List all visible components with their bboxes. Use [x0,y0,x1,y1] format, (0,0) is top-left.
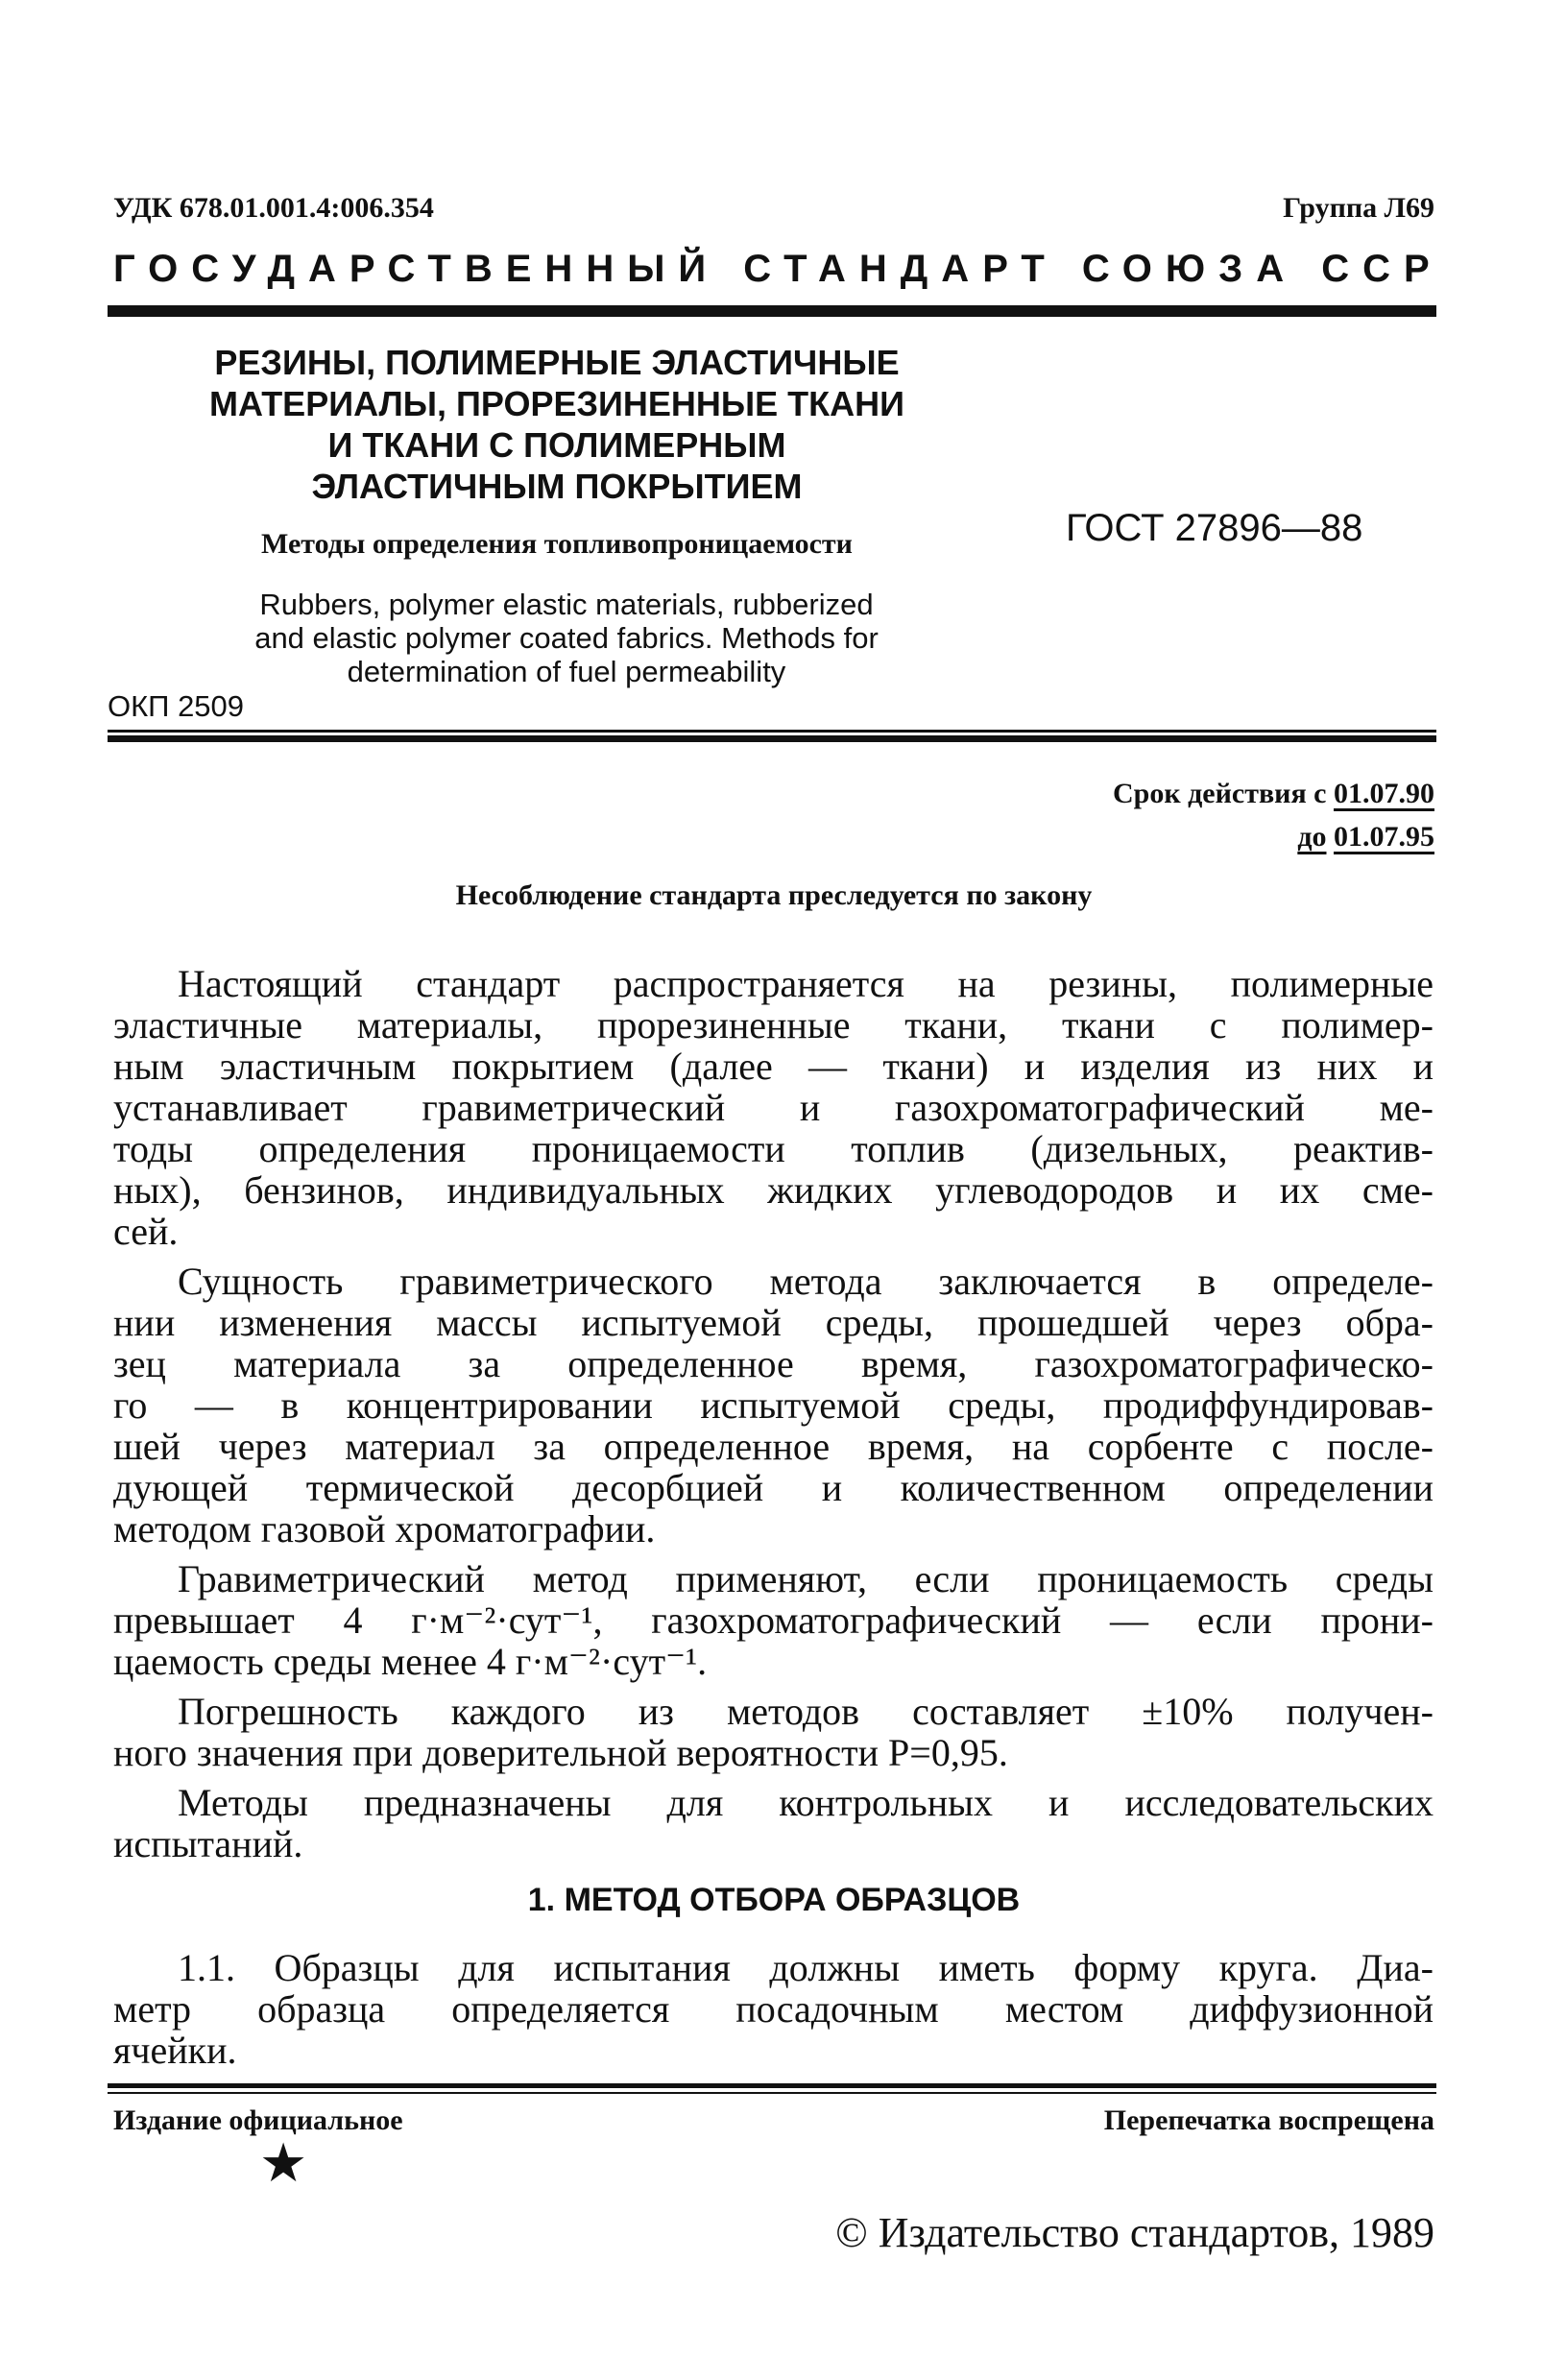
paragraph-line: Гравиметрический метод применяют, если проницаемость среды [178,1557,1434,1600]
paragraph-line: нии изменения массы испытуемой среды, прошедшей через обра- [113,1301,1434,1344]
validity-from-date: 01.07.90 [1334,778,1434,809]
title-thin-rule [108,730,1436,733]
gost-number: ГОСТ 27896—88 [1066,507,1363,549]
title-line: МАТЕРИАЛЫ, ПРОРЕЗИНЕННЫЕ ТКАНИ [209,384,904,423]
udk-code: УДК 678.01.001.4:006.354 [113,192,434,224]
top-thick-rule [108,305,1436,317]
paragraph-line: сей. [113,1210,179,1253]
paragraph-line: 1.1. Образцы для испытания должны иметь форму круга. Диа- [178,1946,1434,1989]
paragraph-line: цаемость среды менее 4 г·м⁻²·сут⁻¹. [113,1640,708,1683]
title-subtitle: Методы определения топливопроницаемости [261,528,853,560]
paragraph-line: устанавливает гравиметрический и газохроматографический ме- [113,1086,1434,1129]
group-code: Группа Л69 [1283,192,1434,224]
official-edition: Издание официальное [113,2104,403,2136]
star-icon: ★ [259,2134,308,2194]
paragraph-line: ячейки. [113,2029,237,2072]
title-line: И ТКАНИ С ПОЛИМЕРНЫМ [327,425,786,465]
validity-from [1113,778,1434,810]
paragraph-line: Погрешность каждого из методов составляет ±10% получен- [178,1690,1434,1733]
paragraph-line: Методы предназначены для контрольных и исследовательских [178,1781,1434,1824]
paragraph-line: тоды определения проницаемости топлив (дизельных, реактив- [113,1127,1434,1170]
paragraph-line: Настоящий стандарт распространяется на резины, полимерные [178,962,1434,1005]
title-line: ЭЛАСТИЧНЫМ ПОКРЫТИЕМ [311,467,803,506]
footer-thin-rule [108,2092,1436,2094]
legal-warning: Несоблюдение стандарта преследуется по закону [455,879,1093,911]
state-standard-banner: ГОСУДАРСТВЕННЫЙ СТАНДАРТ СОЮЗА ССР [113,248,1443,290]
paragraph-line: метр образца определяется посадочным местом диффузионной [113,1987,1434,2031]
paragraph-line: Сущность гравиметрического метода заключается в определе- [178,1260,1434,1303]
validity-to-label: до [1297,821,1327,853]
validity-to [1297,821,1434,853]
english-title [173,588,960,688]
paragraph-line: го — в концентрировании испытуемой среды, продиффундировав- [113,1383,1434,1427]
paragraph-line: эластичные материалы, прорезиненные ткани, ткани с полимер- [113,1003,1434,1046]
paragraph-line: шей через материал за определенное время, на сорбенте с после- [113,1425,1434,1468]
title-thick-rule [108,735,1436,742]
paragraph-line: дующей термической десорбцией и количественном определении [113,1466,1434,1509]
validity-from-label: Срок действия с [1113,778,1327,809]
paragraph-line: превышает 4 г·м⁻²·сут⁻¹, газохроматографический — если прони- [113,1599,1434,1642]
validity-to-date: 01.07.95 [1334,821,1434,853]
paragraph-line: ных), бензинов, индивидуальных жидких углеводородов и их сме- [113,1168,1434,1212]
english-title-line: determination of fuel permeability [347,655,786,688]
paragraph-line: ного значения при доверительной вероятности P=0,95. [113,1731,1008,1774]
title-line: РЕЗИНЫ, ПОЛИМЕРНЫЕ ЭЛАСТИЧНЫЕ [214,343,900,382]
section-heading: 1. МЕТОД ОТБОРА ОБРАЗЦОВ [527,1882,1021,1918]
english-title-line: Rubbers, polymer elastic materials, rubberized [259,588,874,621]
paragraph-line: испытаний. [113,1822,303,1865]
english-title-line: and elastic polymer coated fabrics. Methods for [254,621,879,655]
paragraph-line: ным эластичным покрытием (далее — ткани) и изделия из них и [113,1045,1434,1088]
paragraph-line: зец материала за определенное время, газохроматографическо- [113,1342,1434,1385]
okp-code: ОКП 2509 [108,689,245,723]
copyright-notice: © Издательство стандартов, 1989 [835,2209,1434,2256]
footer-thick-rule [108,2083,1436,2088]
title-block [173,342,941,507]
paragraph-line: методом газовой хроматографии. [113,1507,656,1551]
reprint-prohibited: Перепечатка воспрещена [1103,2104,1434,2136]
